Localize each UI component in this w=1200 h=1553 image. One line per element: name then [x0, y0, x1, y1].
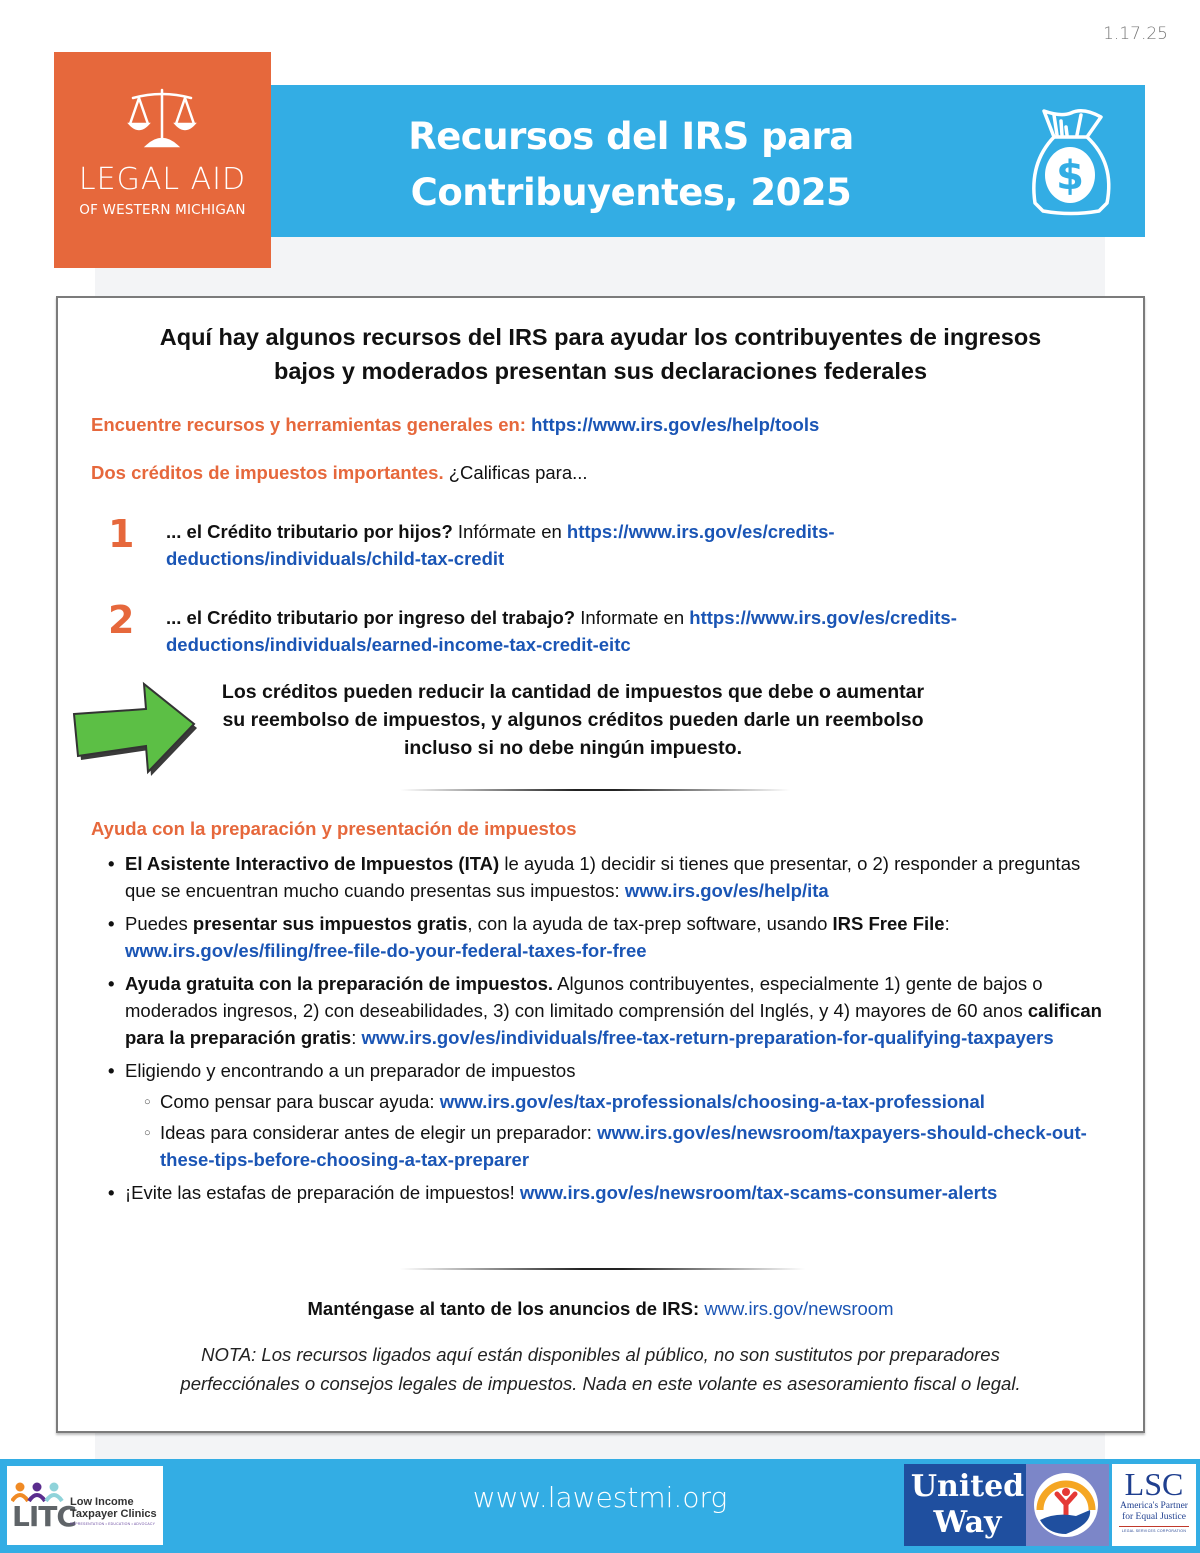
newsroom-link[interactable]: www.irs.gov/newsroom — [704, 1298, 894, 1319]
callout-line-3: incluso si no debe ningún impuesto. — [403, 737, 742, 759]
item-link[interactable]: www.irs.gov/es/filing/free-file-do-your-federal-taxes-for-free — [125, 940, 647, 961]
litc-abbr: LITC — [12, 1500, 76, 1533]
lsc-line-2: for Equal Justice — [1122, 1512, 1186, 1522]
credit-question: ... el Crédito tributario por hijos? — [166, 521, 453, 542]
note-line-1: NOTA: Los recursos ligados aquí están disponibles al público, no son sustitutos por preparadores — [201, 1344, 1000, 1365]
svg-text:$: $ — [1056, 153, 1084, 199]
stay-informed-line — [58, 1298, 1143, 1320]
general-tools-link[interactable]: https://www.irs.gov/es/help/tools — [531, 414, 820, 435]
credits-intro-text: ¿Calificas para... — [448, 462, 588, 483]
list-item — [108, 910, 1108, 964]
item-link[interactable]: www.irs.gov/es/help/ita — [624, 880, 829, 901]
united-way-line-2: Way — [933, 1505, 1002, 1540]
united-way-text — [910, 1469, 1025, 1541]
credit-link[interactable]: https://www.irs.gov/es/credits-deductions/individuals/earned-income-tax-credit-eitc — [166, 607, 957, 655]
item-link[interactable]: www.irs.gov/es/newsroom/taxpayers-should-check-out-these-tips-before-choosing-a-tax-preparer — [160, 1122, 1087, 1170]
item-text: : — [351, 1027, 362, 1048]
item-text: Ideas para considerar antes de elegir un preparador: — [160, 1122, 598, 1143]
item-bold: IRS Free File — [832, 913, 945, 934]
item-bold: presentar sus impuestos gratis — [192, 913, 468, 934]
credit-item-1 — [108, 512, 1058, 572]
lsc-rule — [1119, 1526, 1189, 1527]
litc-tagline: REPRESENTATION • EDUCATION • ADVOCACY — [70, 1522, 156, 1526]
note-line-2: perfecciónales o consejos legales de impuestos. Nada en este volante es asesoramiento fiscal o legal. — [180, 1373, 1021, 1394]
callout-line-1: Los créditos pueden reducir la cantidad de impuestos que debe o aumentar — [221, 681, 925, 703]
litc-name-line-2: Taxpayer Clinics — [70, 1508, 157, 1520]
item-text: Eligiendo y encontrando a un preparador de impuestos — [125, 1060, 576, 1081]
lsc-abbr: LSC — [1124, 1466, 1184, 1502]
sub-list-item — [125, 1088, 1108, 1115]
title-line-1: Recursos del IRS para — [408, 115, 854, 158]
document-date: 1.17.25 — [1103, 24, 1168, 44]
item-text: Como pensar para buscar ayuda: — [160, 1091, 440, 1112]
sub-list — [125, 1088, 1108, 1173]
lsc-logo — [1112, 1464, 1196, 1546]
credit-item-2 — [108, 598, 1058, 658]
item-text: : — [944, 913, 950, 934]
list-item — [108, 850, 1108, 904]
item-text: Algunos contribuyentes, especialmente 1) gente de bajos o moderados ingresos, 2) con deseabilidades, 3) con limitado comprensión del Inglés, y 4) mayores de 60 anos — [125, 973, 1043, 1021]
legal-aid-logo — [54, 52, 271, 268]
sub-list-item — [125, 1119, 1108, 1173]
item-bold: Ayuda gratuita con la preparación de impuestos. — [125, 973, 553, 994]
footer-website-link[interactable]: www.lawestmi.org — [472, 1481, 728, 1514]
item-bold: El Asistente Interactivo de Impuestos (ITA) — [125, 853, 500, 874]
title-banner — [271, 85, 1145, 237]
intro-heading — [58, 320, 1143, 388]
general-tools-line — [91, 412, 819, 438]
lsc-corp: LEGAL SERVICES CORPORATION — [1121, 1529, 1187, 1533]
list-item — [108, 970, 1108, 1051]
united-way-line-1: United — [910, 1469, 1025, 1504]
divider — [400, 1268, 805, 1270]
general-tools-label: Encuentre recursos y herramientas generales en: — [91, 414, 526, 435]
credit-text: Infórmate en — [457, 521, 562, 542]
logo-subtitle: OF WESTERN MICHIGAN — [79, 202, 246, 218]
callout-line-2: su reembolso de impuestos, y algunos créditos pueden darle un reembolso — [222, 709, 924, 731]
footer — [0, 1459, 1200, 1553]
item-text: le ayuda 1) decidir si tienes que presentar, o 2) responder a preguntas que se encuentran mucho cuando presentas sus impuestos: — [125, 853, 1081, 901]
list-item — [108, 1057, 1108, 1173]
credits-intro-line — [91, 460, 588, 486]
item-text: Puedes — [125, 913, 193, 934]
united-way-emblem-icon — [1026, 1464, 1109, 1546]
stay-informed-label: Manténgase al tanto de los anuncios de IRS: — [307, 1298, 700, 1319]
intro-line-1: Aquí hay algunos recursos del IRS para ayudar los contribuyentes de ingresos — [159, 324, 1042, 350]
divider — [400, 789, 790, 791]
item-text: , con la ayuda de tax-prep software, usando — [467, 913, 833, 934]
logo-name: LEGAL AID — [78, 162, 247, 197]
credit-link[interactable]: https://www.irs.gov/es/credits-deductions/individuals/child-tax-credit — [166, 521, 835, 569]
credit-question: ... el Crédito tributario por ingreso del trabajo? — [166, 607, 576, 628]
credit-number-1: 1 — [108, 512, 135, 556]
credits-intro-label: Dos créditos de impuestos importantes. — [91, 462, 444, 483]
litc-name-line-1: Low Income — [70, 1496, 134, 1508]
help-list — [108, 850, 1108, 1212]
item-link[interactable]: www.irs.gov/es/tax-professionals/choosing-a-tax-professional — [439, 1091, 985, 1112]
item-bold: califican para la preparación gratis — [125, 1000, 1102, 1048]
item-link[interactable]: www.irs.gov/es/individuals/free-tax-return-preparation-for-qualifying-taxpayers — [361, 1027, 1054, 1048]
lsc-line-1: America's Partner — [1120, 1501, 1188, 1511]
item-text: ¡Evite las estafas de preparación de impuestos! — [125, 1182, 520, 1203]
credit-number-2: 2 — [108, 598, 135, 642]
credit-text: Informate en — [580, 607, 685, 628]
united-way-logo — [904, 1464, 1109, 1546]
callout-text — [178, 678, 968, 762]
intro-line-2: bajos y moderados presentan sus declaraciones federales — [273, 358, 928, 384]
disclaimer-note — [58, 1340, 1143, 1398]
content-box — [56, 296, 1145, 1433]
list-item — [108, 1179, 1108, 1206]
title-line-2: Contribuyentes, 2025 — [410, 171, 852, 214]
item-link[interactable]: www.irs.gov/es/newsroom/tax-scams-consumer-alerts — [519, 1182, 998, 1203]
section-title: Ayuda con la preparación y presentación de impuestos — [91, 818, 577, 839]
money-bag-icon — [1021, 103, 1121, 219]
scales-of-justice-icon — [127, 88, 197, 150]
page-title — [271, 109, 991, 221]
